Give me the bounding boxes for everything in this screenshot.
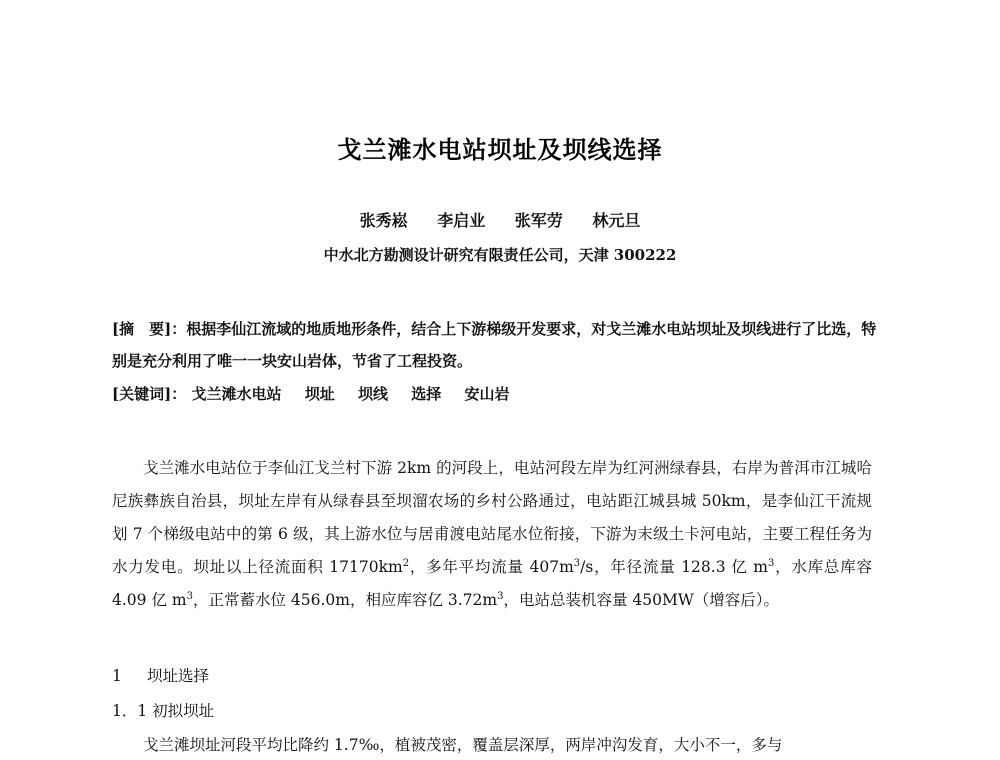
section-number: 1 bbox=[112, 667, 122, 685]
author-name: 张秀崧 bbox=[359, 211, 408, 230]
intro-paragraph bbox=[112, 452, 872, 617]
intro-text: ，正常蓄水位 456.0m，相应库容亿 3.72m bbox=[192, 591, 498, 609]
body-paragraph: 戈兰滩坝址河段平均比降约 1.7‰，植被茂密，覆盖层深厚，两岸冲沟发育，大小不一，多与 bbox=[143, 736, 783, 754]
abstract-label: [摘 要]： bbox=[112, 320, 187, 338]
author-name: 李启业 bbox=[437, 211, 486, 230]
superscript: 3 bbox=[573, 557, 581, 569]
subsection-heading bbox=[112, 699, 214, 721]
keyword: 安山岩 bbox=[464, 385, 510, 403]
keywords-label: [关键词]： bbox=[112, 385, 187, 403]
section-title: 坝址选择 bbox=[146, 667, 209, 685]
intro-text: ，水库总库容 4.09 亿 m bbox=[112, 558, 872, 609]
keywords bbox=[112, 383, 880, 404]
superscript: 3 bbox=[767, 557, 775, 569]
abstract bbox=[112, 313, 880, 377]
intro-text: /s，年径流量 128.3 亿 m bbox=[580, 558, 768, 576]
intro-text: 戈兰滩水电站位于李仙江戈兰村下游 2km 的河段上，电站河段左岸为红河洲绿春县，右岸为普洱市江城哈尼族彝族自治县，坝址左岸有从绿春县至坝溜农场的乡村公路通过，电站距江城县城 50km，是李仙江干流规划 7 个梯级电站中的第 6 级，其上游水位与居甫渡电站尾水位衔接，下游为末级土卡河电站，主要工程任务为水力发电。坝址以上径流面积 17170km bbox=[112, 459, 872, 576]
intro-text: ，多年平均流量 407m bbox=[409, 558, 574, 576]
abstract-text: 根据李仙江流域的地质地形条件，结合上下游梯级开发要求，对戈兰滩水电站坝址及坝线进行了比选，特别是充分利用了唯一一块安山岩体，节省了工程投资。 bbox=[112, 320, 877, 370]
intro-text: ，电站总装机容量 450MW（增容后）。 bbox=[503, 591, 780, 609]
affiliation: 中水北方勘测设计研究有限责任公司，天津 300222 bbox=[323, 246, 677, 264]
keyword: 戈兰滩水电站 bbox=[191, 385, 282, 403]
section-heading bbox=[112, 664, 209, 686]
paper-title: 戈兰滩水电站坝址及坝线选择 bbox=[337, 136, 663, 164]
superscript: 3 bbox=[497, 590, 504, 602]
author-name: 林元旦 bbox=[592, 211, 641, 230]
superscript: 3 bbox=[186, 590, 193, 602]
author-list bbox=[0, 208, 1000, 231]
subsection-title: 初拟坝址 bbox=[152, 702, 215, 720]
subsection-number: 1．1 bbox=[112, 702, 148, 720]
superscript: 2 bbox=[402, 557, 410, 569]
keyword: 选择 bbox=[411, 385, 442, 403]
author-name: 张军劳 bbox=[514, 211, 563, 230]
keyword: 坝址 bbox=[304, 385, 335, 403]
keyword: 坝线 bbox=[357, 385, 388, 403]
